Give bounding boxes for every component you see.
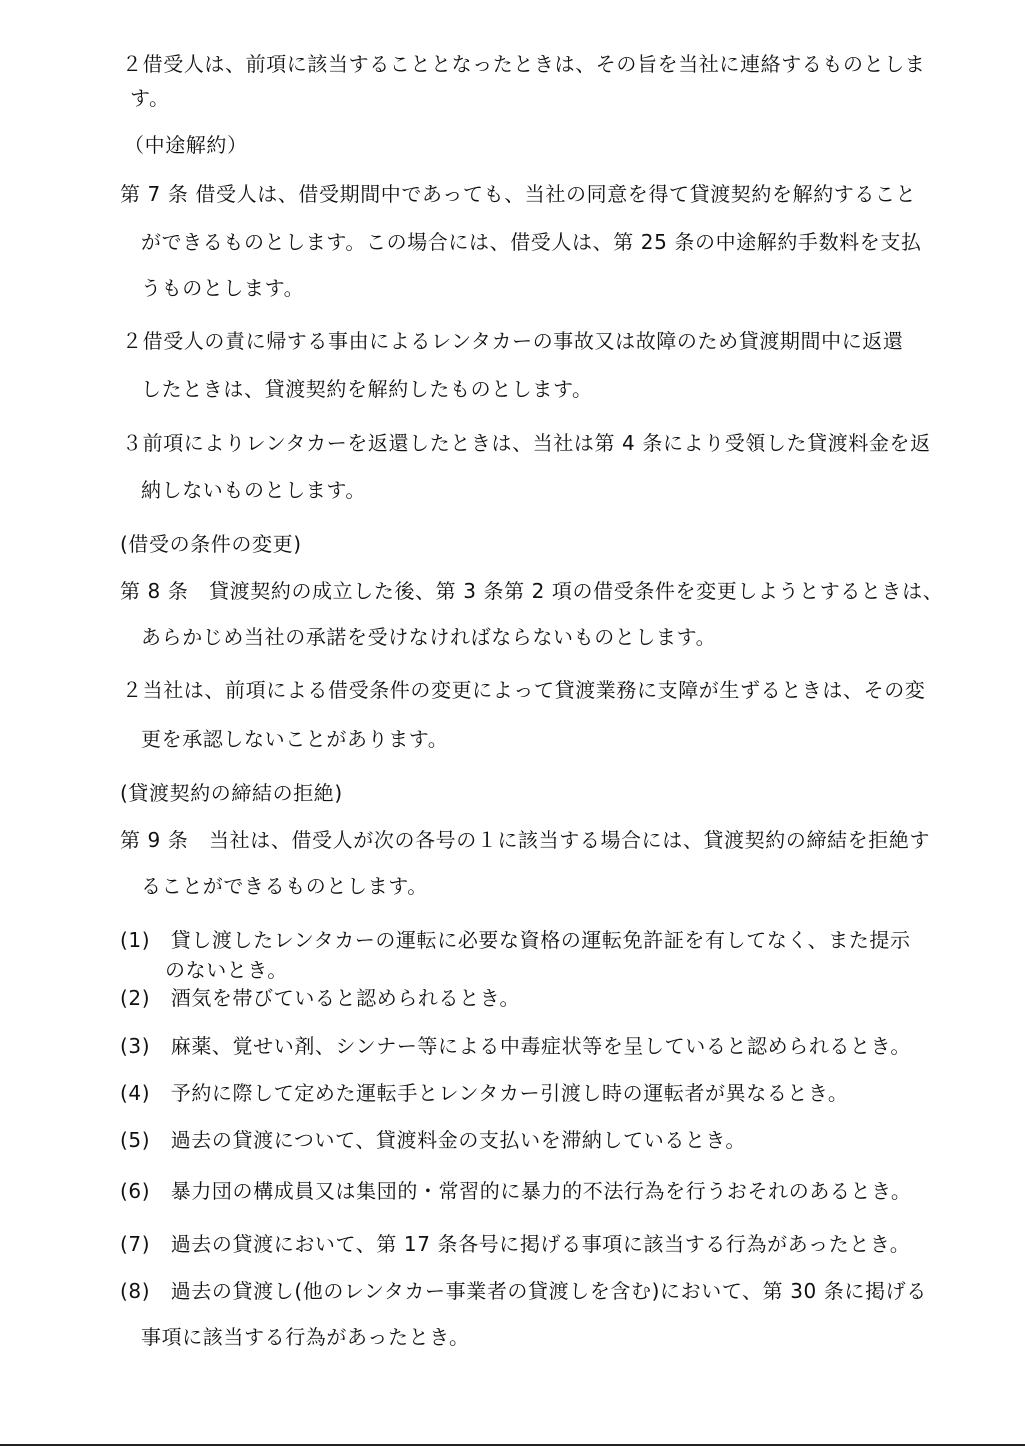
paragraph-line: したときは、貸渡契約を解約したものとします。 [141,377,593,401]
paragraph-line: うものとします。 [141,276,305,300]
bottom-divider [0,1444,1025,1446]
section-heading: （中途解約） [124,133,248,157]
paragraph-line: す。 [130,86,170,110]
paragraph-line: ２借受人は、前項に該当することとなったときは、その旨を当社に連絡するものとしま [122,52,926,76]
list-item: (5) 過去の貸渡について、貸渡料金の支払いを滞納しているとき。 [120,1128,746,1152]
list-item-continuation: のないとき。 [165,958,288,982]
article-8-line: 第 8 条 貸渡契約の成立した後、第 3 条第 2 項の借受条件を変更しようとするときは、 [120,579,944,603]
paragraph-line: ２当社は、前項による借受条件の変更によって貸渡業務に支障が生ずるときは、その変 [122,678,926,702]
list-item: (6) 暴力団の構成員又は集団的・常習的に暴力的不法行為を行うおそれのあるとき。 [120,1179,912,1203]
list-item: (1) 貸し渡したレンタカーの運転に必要な資格の運転免許証を有してなく、また提示 [120,928,911,952]
paragraph-line: ２借受人の責に帰する事由によるレンタカーの事故又は故障のため貸渡期間中に返還 [122,329,904,353]
list-item: (8) 過去の貸渡し(他のレンタカー事業者の貸渡しを含む)において、第 30 条に掲げる [120,1279,927,1303]
paragraph-line: ３前項によりレンタカーを返還したときは、当社は第 4 条により受領した貸渡料金を返 [122,431,931,455]
list-item-continuation: 事項に該当する行為があったとき。 [141,1325,470,1349]
paragraph-line: ることができるものとします。 [141,874,428,898]
article-9-line: 第 9 条 当社は、借受人が次の各号の１に該当する場合には、貸渡契約の締結を拒絶す [120,828,931,852]
list-item: (2) 酒気を帯びていると認められるとき。 [120,986,521,1010]
paragraph-line: 更を承認しないことがあります。 [141,727,449,751]
article-7-line: 第 7 条 借受人は、借受期間中であっても、当社の同意を得て貸渡契約を解約すること [120,182,917,206]
paragraph-line: ができるものとします。この場合には、借受人は、第 25 条の中途解約手数料を支払 [141,230,922,254]
list-item: (4) 予約に際して定めた運転手とレンタカー引渡し時の運転者が異なるとき。 [120,1081,849,1105]
paragraph-line: 納しないものとします。 [141,478,366,502]
section-heading: (貸渡契約の締結の拒絶) [120,781,343,805]
paragraph-line: あらかじめ当社の承諾を受けなければならないものとします。 [141,625,717,649]
list-item: (3) 麻薬、覚せい剤、シンナー等による中毒症状等を呈していると認められるとき。 [120,1034,912,1058]
section-heading: (借受の条件の変更) [120,532,302,556]
list-item: (7) 過去の貸渡において、第 17 条各号に掲げる事項に該当する行為があったとき。 [120,1232,911,1256]
